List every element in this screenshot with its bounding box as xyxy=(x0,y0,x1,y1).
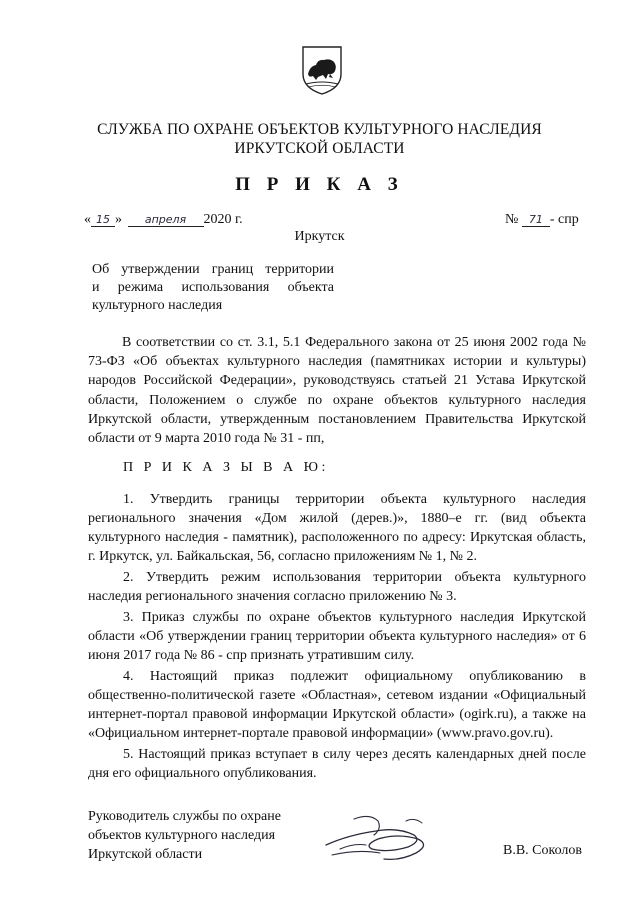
number-field xyxy=(522,213,550,227)
date-open-quote: « xyxy=(84,212,91,227)
coat-of-arms-icon xyxy=(300,44,344,96)
order-item-3: 3. Приказ службы по охране объектов культурного наследия Иркутской области «Об утверждении границ территории объекта культурного наследия» от 6 июня 2017 года № 86 - спр признать утратившим силу. xyxy=(88,610,586,663)
handwritten-signature xyxy=(318,805,448,871)
subject-line2: и режима использования объекта xyxy=(92,280,334,295)
position-line3: Иркутской области xyxy=(88,847,203,862)
document-type-title: П Р И К А З xyxy=(235,174,404,195)
date-month-handwritten: апреля xyxy=(144,213,187,226)
order-heading: П Р И К А З Ы В А Ю: xyxy=(123,460,329,475)
signatory-name: В.В. Соколов xyxy=(503,843,583,858)
order-item-4: 4. Настоящий приказ подлежит официальному опубликованию в общественно-политической газете «Областная», сетевом издании «Официальный интернет-портал правовой информации Иркутской области» (ogirk.ru), а также на «Официальном интернет-портале правовой информации» (www.pravo.gov.ru). xyxy=(88,669,586,741)
order-items xyxy=(88,490,586,783)
date-day-handwritten: 15 xyxy=(96,213,110,226)
date-year: 2020 г. xyxy=(203,212,243,227)
city-name: Иркутск xyxy=(294,229,345,244)
order-item-1: 1. Утвердить границы территории объекта культурного наследия регионального значения «Дом жилой (дерев.)», 1880–е гг. (вид объекта культурного наследия - памятник), расположенного по адресу: Иркутская область, г. Иркутск, ул. Байкальская, 56, согласно приложениям № 1, № 2. xyxy=(88,492,586,564)
date-day-field xyxy=(91,213,115,227)
date-close-quote: » xyxy=(115,212,122,227)
position-line1: Руководитель службы по охране xyxy=(88,809,281,824)
number-handwritten: 71 xyxy=(528,213,543,226)
position-line2: объектов культурного наследия xyxy=(88,828,276,843)
number-suffix: - спр xyxy=(549,212,579,227)
subject-line3: культурного наследия xyxy=(92,298,223,313)
subject-line1: Об утверждении границ территории xyxy=(92,262,334,277)
order-item-5: 5. Настоящий приказ вступает в силу через десять календарных дней после дня его официального опубликования. xyxy=(88,747,586,781)
document-subject xyxy=(92,261,334,315)
signatory-position xyxy=(88,807,281,864)
organization-name-line1: СЛУЖБА ПО ОХРАНЕ ОБЪЕКТОВ КУЛЬТУРНОГО НАСЛЕДИЯ xyxy=(97,121,542,138)
document-number xyxy=(505,212,579,228)
organization-name-line2: ИРКУТСКОЙ ОБЛАСТИ xyxy=(234,140,405,157)
preamble-paragraph: В соответствии со ст. 3.1, 5.1 Федерального закона от 25 июня 2002 года № 73-ФЗ «Об объектах культурного наследия (памятниках истории и культуры) народов Российской Федерации», руководствуясь статьей 21 Устава Иркутской области, Положением о службе по охране объектов культурного наследия Иркутской области, утвержденным постановлением Правительства Иркутской области от 9 марта 2010 года № 31 - пп, xyxy=(88,335,586,447)
date-month-field xyxy=(128,213,204,227)
document-date xyxy=(84,212,243,228)
number-prefix: № xyxy=(505,212,519,227)
order-item-2: 2. Утвердить режим использования территории объекта культурного наследия регионального значения согласно приложению № 3. xyxy=(88,570,586,604)
